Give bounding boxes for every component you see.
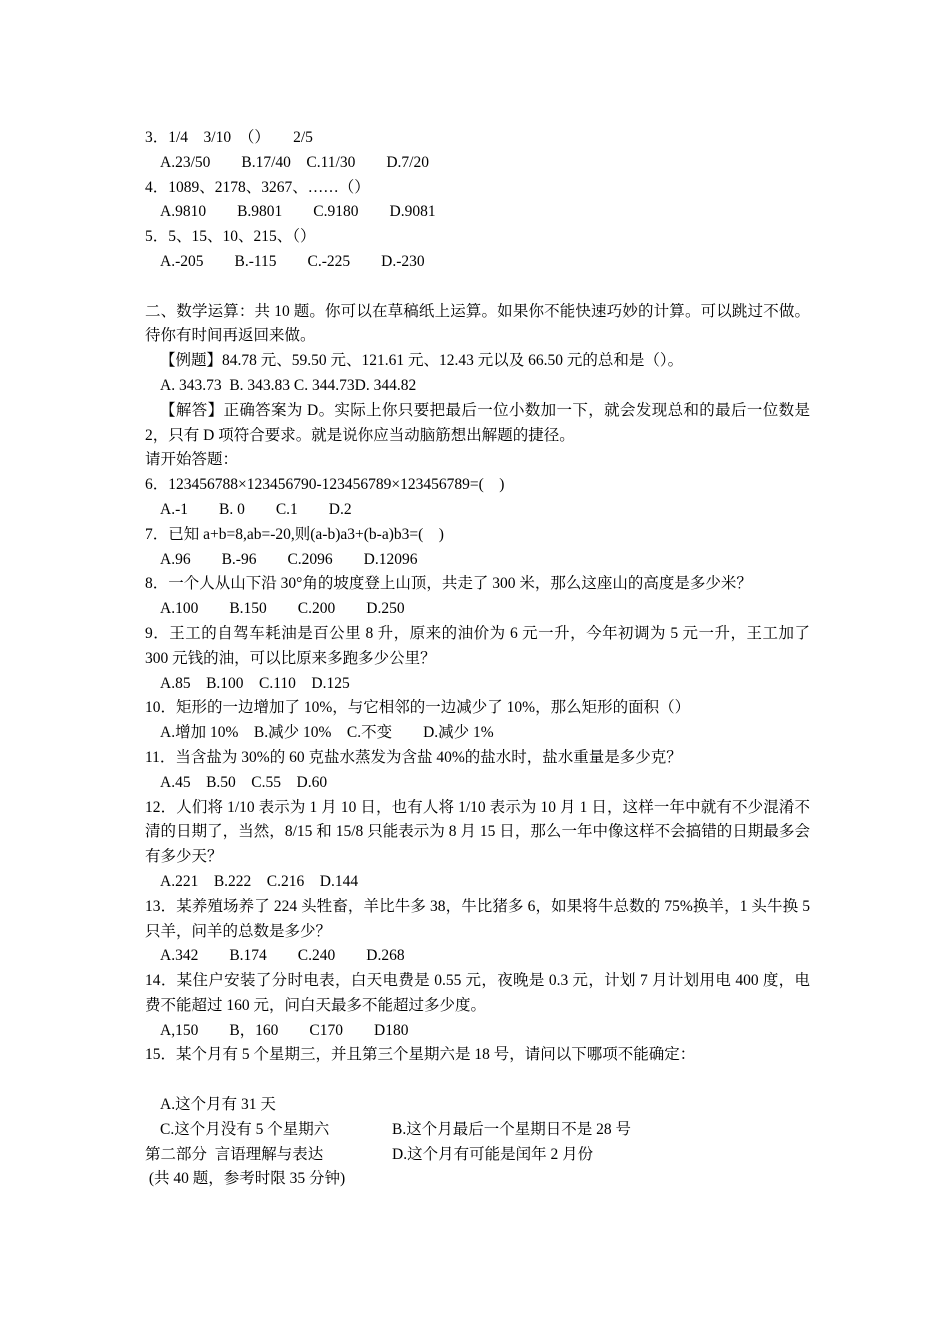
question-6-options: A.-1 B. 0 C.1 D.2 — [160, 500, 352, 518]
question-11-stem: 11．当含盐为 30%的 60 克盐水蒸发为含盐 40%的盐水时，盐水重量是多少克？ — [145, 748, 682, 766]
question-7-options: A.96 B.-96 C.2096 D.12096 — [160, 550, 418, 568]
question-4-stem: 4．1089、2178、3267、……（） — [145, 178, 370, 196]
question-5-options: A.-205 B.-115 C.-225 D.-230 — [160, 252, 425, 270]
question-11-options: A.45 B.50 C.55 D.60 — [160, 773, 328, 791]
question-3-options: A.23/50 B.17/40 C.11/30 D.7/20 — [160, 153, 429, 171]
question-6-stem: 6．123456788×123456790-123456789×123456789=( ) — [145, 476, 505, 494]
question-12-stem: 12．人们将 1/10 表示为 1 月 10 日，也有人将 1/10 表示为 10 月 1 日，这样一年中就有不少混淆不清的日期了，当然，8/15 和 15/8 只能表示为 8 月 15 日，那么一年中像这样不会搞错的日期最多会有多少天？ — [145, 798, 810, 866]
question-3-stem: 3．1/4 3/10 （） 2/5 — [145, 129, 313, 146]
document-body — [145, 126, 810, 1192]
question-15-stem: 15．某个月有 5 个星期三，并且第三个星期六是 18 号，请问以下哪项不能确定： — [145, 1046, 696, 1064]
example-answer: 【解答】正确答案为 D。实际上你只要把最后一位小数加一下，就会发现总和的最后一位数是 2，只有 D 项符合要求。就是说你应当动脑筋想出解题的捷径。 — [145, 401, 810, 444]
question-7-stem: 7．已知 a+b=8,ab=-20,则(a-b)a3+(b-a)b3=( ) — [145, 525, 444, 543]
question-8-stem: 8．一个人从山下沿 30°角的坡度登上山顶，共走了 300 米，那么这座山的高度是多少米？ — [145, 575, 752, 593]
question-15-option-d: D.这个月有可能是闰年 2 月份 — [392, 1145, 594, 1163]
question-14-options: A,150 B，160 C170 D180 — [160, 1021, 409, 1039]
question-9-stem: 9．王工的自驾车耗油是百公里 8 升，原来的油价为 6 元一升，今年初调为 5 元一升，王工加了 300 元钱的油，可以比原来多跑多少公里？ — [145, 624, 810, 667]
question-4-options: A.9810 B.9801 C.9180 D.9081 — [160, 203, 436, 221]
question-8-options: A.100 B.150 C.200 D.250 — [160, 600, 405, 618]
question-15-option-b: B.这个月最后一个星期日不是 28 号 — [392, 1120, 631, 1138]
question-13-options: A.342 B.174 C.240 D.268 — [160, 947, 405, 965]
question-10-stem: 10．矩形的一边增加了 10%，与它相邻的一边减少了 10%，那么矩形的面积（） — [145, 699, 691, 717]
start-prompt: 请开始答题： — [145, 451, 239, 469]
question-15-option-a: A.这个月有 31 天 — [160, 1096, 276, 1114]
part-2-title: 第二部分 言语理解与表达 — [145, 1145, 324, 1163]
question-13-stem: 13．某养殖场养了 224 头牲畜，羊比牛多 38，牛比猪多 6，如果将牛总数的 75%换羊，1 头牛换 5 只羊，问羊的总数是多少？ — [145, 897, 810, 940]
question-5-stem: 5．5、15、10、215、（） — [145, 228, 316, 246]
question-14-stem: 14．某住户安装了分时电表，白天电费是 0.55 元，夜晚是 0.3 元，计划 7 月计划用电 400 度，电费不能超过 160 元，问白天最多不能超过多少度。 — [145, 972, 810, 1014]
section-2-intro: 二、数学运算：共 10 题。你可以在草稿纸上运算。如果你不能快速巧妙的计算。可以跳过不做。待你有时间再返回来做。 — [145, 302, 810, 345]
question-10-options: A.增加 10% B.减少 10% C.不变 D.减少 1% — [160, 724, 494, 742]
spacer — [145, 275, 810, 300]
question-12-options: A.221 B.222 C.216 D.144 — [160, 872, 359, 890]
question-15-option-c: C.这个月没有 5 个星期六 — [160, 1120, 330, 1138]
question-9-options: A.85 B.100 C.110 D.125 — [160, 674, 350, 692]
part-2-subtitle: (共 40 题，参考时限 35 分钟) — [145, 1170, 346, 1188]
example-options: A. 343.73 B. 343.83 C. 344.73D. 344.82 — [160, 376, 417, 394]
example-question: 【例题】84.78 元、59.50 元、121.61 元、12.43 元以及 66.50 元的总和是（）。 — [160, 352, 684, 370]
